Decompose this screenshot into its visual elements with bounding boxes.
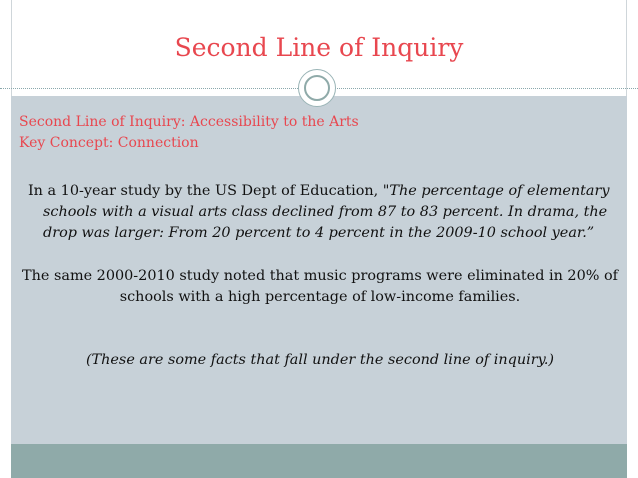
facts-note: (These are some facts that fall under the second line of inquiry.) [85, 352, 555, 368]
bottom-bar [11, 444, 627, 478]
study-quote: "The percentage of elementary schools with a visual arts class declined from 87 to 83 percent. In drama, the drop was larger: From 20 percent to 4 percent in the 2009-10 school year.” [43, 183, 610, 241]
inquiry-heading: Second Line of Inquiry: Accessibility to the Arts [19, 114, 359, 130]
divider-circle-inner [304, 75, 330, 101]
slide-title: Second Line of Inquiry [174, 33, 464, 62]
study-intro: In a 10-year study by the US Dept of Education, [28, 183, 383, 199]
divider-circle-icon [298, 69, 336, 107]
music-paragraph: The same 2000-2010 study noted that music programs were eliminated in 20% of schools with a high percentage of low-income families. [22, 268, 618, 305]
key-concept: Key Concept: Connection [19, 135, 199, 151]
study-paragraph [28, 181, 633, 244]
